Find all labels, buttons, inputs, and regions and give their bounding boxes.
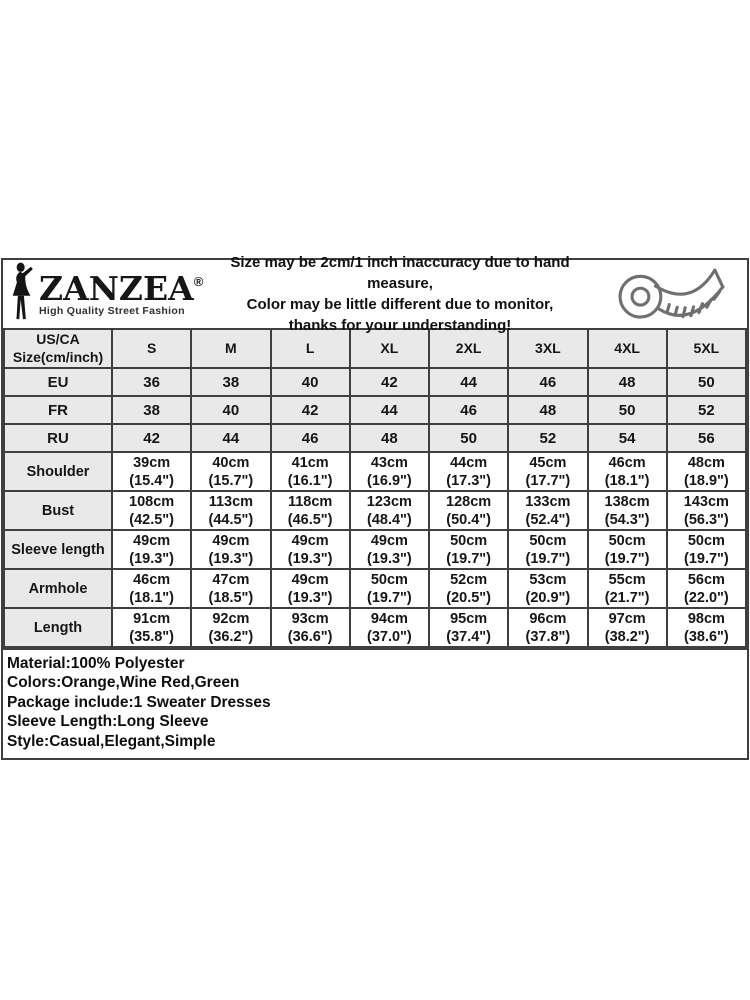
size-value-cell: 40 xyxy=(191,396,270,424)
measurement-inch: (15.4") xyxy=(129,472,174,489)
registered-mark: ® xyxy=(193,273,204,289)
size-value-cell: 42 xyxy=(271,396,350,424)
measurement-cm: 113cm xyxy=(208,493,254,510)
notice-line-3: thanks for your understanding! xyxy=(288,317,512,334)
size-value-cell: 46 xyxy=(429,396,508,424)
row-label: Armhole xyxy=(4,569,112,608)
measurement-cm: 108cm xyxy=(129,493,175,510)
measurement-cell xyxy=(191,452,270,491)
measurement-cell xyxy=(350,608,429,647)
measurement-cell xyxy=(350,569,429,608)
measurement-inch: (19.3") xyxy=(287,550,333,567)
notice-line-1: Size may be 2cm/1 inch inaccuracy due to hand measure, xyxy=(230,254,570,292)
size-column-header: L xyxy=(271,329,350,368)
size-column-header: 3XL xyxy=(508,329,587,368)
measurement-cell xyxy=(271,608,350,647)
measurement-cell xyxy=(667,608,746,647)
chart-header xyxy=(3,254,747,334)
measurement-cell xyxy=(667,530,746,569)
measurement-inch: (16.9") xyxy=(366,472,412,489)
measurement-inch: (19.7") xyxy=(683,550,729,567)
measurement-cell xyxy=(588,491,667,530)
size-value-cell: 50 xyxy=(429,424,508,452)
measurement-cm: 56cm xyxy=(687,571,725,588)
region-size-row xyxy=(4,368,746,396)
measurement-cell xyxy=(271,452,350,491)
measurement-cm: 50cm xyxy=(370,571,408,588)
measurement-cell xyxy=(112,452,191,491)
measurement-cell xyxy=(112,608,191,647)
size-notice xyxy=(205,252,595,336)
measurement-inch: (36.2") xyxy=(208,628,254,645)
size-value-cell: 46 xyxy=(508,368,587,396)
measurement-cm: 45cm xyxy=(529,454,567,471)
size-value-cell: 48 xyxy=(588,368,667,396)
measurement-inch: (37.4") xyxy=(446,628,491,645)
measurement-inch: (19.7") xyxy=(604,550,650,567)
size-table xyxy=(3,328,747,648)
measurement-cm: 49cm xyxy=(291,532,329,549)
measurement-cm: 98cm xyxy=(687,610,725,627)
measurement-inch: (50.4") xyxy=(446,511,491,528)
measurement-cell xyxy=(350,452,429,491)
brand-logo xyxy=(3,261,205,328)
size-value-cell: 48 xyxy=(508,396,587,424)
row-label: EU xyxy=(4,368,112,396)
measurement-inch: (18.9") xyxy=(683,472,729,489)
measurement-cm: 49cm xyxy=(370,532,408,549)
measurement-cell xyxy=(112,569,191,608)
measurement-inch: (37.0") xyxy=(366,628,412,645)
measurement-cell xyxy=(508,569,587,608)
measurement-inch: (46.5") xyxy=(287,511,333,528)
row-label: RU xyxy=(4,424,112,452)
size-table-body xyxy=(4,329,746,647)
measurement-inch: (19.3") xyxy=(287,589,333,606)
region-size-row xyxy=(4,424,746,452)
product-details xyxy=(3,648,747,758)
measurement-cm: 50cm xyxy=(529,532,567,549)
measurement-cm: 52cm xyxy=(450,571,488,588)
measurement-inch: (44.5") xyxy=(208,511,254,528)
measurement-cell xyxy=(191,608,270,647)
measurement-cm: 49cm xyxy=(212,532,250,549)
size-value-cell: 46 xyxy=(271,424,350,452)
size-column-header: 4XL xyxy=(588,329,667,368)
measurement-inch: (22.0") xyxy=(683,589,729,606)
measurement-cell xyxy=(667,569,746,608)
size-column-header: S xyxy=(112,329,191,368)
measurement-inch: (42.5") xyxy=(129,511,174,528)
brand-name-text: ZANZEA xyxy=(39,268,194,308)
measurement-cell xyxy=(667,491,746,530)
measurement-inch: (19.3") xyxy=(208,550,254,567)
measurement-cm: 43cm xyxy=(370,454,408,471)
brand-tagline: High Quality Street Fashion xyxy=(39,304,185,317)
measurement-cell xyxy=(588,608,667,647)
brand-name xyxy=(39,268,204,308)
measurement-row xyxy=(4,452,746,491)
size-value-cell: 52 xyxy=(508,424,587,452)
size-value-cell: 44 xyxy=(429,368,508,396)
measurement-cell xyxy=(588,569,667,608)
size-value-cell: 54 xyxy=(588,424,667,452)
measurement-cell xyxy=(429,608,508,647)
measurement-cm: 49cm xyxy=(133,532,171,549)
measurement-cm: 95cm xyxy=(450,610,488,627)
measurement-inch: (36.6") xyxy=(287,628,333,645)
size-column-header: 5XL xyxy=(667,329,746,368)
measurement-inch: (21.7") xyxy=(604,589,650,606)
measurement-cell xyxy=(588,452,667,491)
size-column-header: M xyxy=(191,329,270,368)
measurement-inch: (19.7") xyxy=(366,589,412,606)
measurement-cm: 123cm xyxy=(366,493,412,510)
row-label: FR xyxy=(4,396,112,424)
notice-line-2: Color may be little different due to monitor, xyxy=(246,296,554,313)
detail-style: Style:Casual,Elegant,Simple xyxy=(7,732,216,750)
measurement-inch: (35.8") xyxy=(129,628,174,645)
measurement-cell xyxy=(191,530,270,569)
measurement-cell xyxy=(508,530,587,569)
measurement-cell xyxy=(271,530,350,569)
measurement-row xyxy=(4,491,746,530)
measurement-inch: (54.3") xyxy=(604,511,650,528)
corner-header-cell xyxy=(4,329,112,368)
row-label: Sleeve length xyxy=(4,530,112,569)
measurement-cm: 48cm xyxy=(687,454,725,471)
measurement-inch: (20.5") xyxy=(446,589,491,606)
measurement-row xyxy=(4,569,746,608)
measurement-cell xyxy=(429,530,508,569)
measurement-cm: 46cm xyxy=(133,571,171,588)
measurement-cm: 94cm xyxy=(370,610,408,627)
measurement-inch: (52.4") xyxy=(525,511,571,528)
measurement-inch: (15.7") xyxy=(208,472,254,489)
measurement-cm: 50cm xyxy=(687,532,725,549)
measurement-cell xyxy=(191,491,270,530)
measurement-cell xyxy=(588,530,667,569)
measurement-cell xyxy=(429,452,508,491)
measurement-cm: 50cm xyxy=(450,532,488,549)
corner-header-line: Size(cm/inch) xyxy=(12,348,104,365)
measurement-cm: 41cm xyxy=(291,454,329,471)
measurement-cm: 92cm xyxy=(212,610,250,627)
size-value-cell: 44 xyxy=(191,424,270,452)
measurement-inch: (16.1") xyxy=(287,472,333,489)
measurement-cm: 46cm xyxy=(608,454,646,471)
measurement-cell xyxy=(667,452,746,491)
measurement-cell xyxy=(508,491,587,530)
measurement-cm: 49cm xyxy=(291,571,329,588)
measurement-inch: (18.1") xyxy=(604,472,650,489)
measurement-inch: (48.4") xyxy=(366,511,412,528)
row-label: Bust xyxy=(4,491,112,530)
measurement-inch: (19.7") xyxy=(446,550,491,567)
measurement-cm: 50cm xyxy=(608,532,646,549)
size-value-cell: 42 xyxy=(350,368,429,396)
size-value-cell: 38 xyxy=(191,368,270,396)
measurement-cell xyxy=(112,491,191,530)
measurement-inch: (38.2") xyxy=(604,628,650,645)
measurement-inch: (19.7") xyxy=(525,550,571,567)
size-value-cell: 42 xyxy=(112,424,191,452)
measurement-cm: 138cm xyxy=(604,493,650,510)
measurement-inch: (19.3") xyxy=(366,550,412,567)
measurement-cell xyxy=(191,569,270,608)
measurement-inch: (18.1") xyxy=(129,589,174,606)
measurement-cm: 96cm xyxy=(529,610,567,627)
size-value-cell: 38 xyxy=(112,396,191,424)
measurement-cm: 128cm xyxy=(446,493,492,510)
measurement-cell xyxy=(508,452,587,491)
corner-header-line: US/CA xyxy=(36,331,80,348)
measurement-cell xyxy=(429,569,508,608)
region-size-row xyxy=(4,396,746,424)
measurement-cm: 133cm xyxy=(525,493,571,510)
size-value-cell: 52 xyxy=(667,396,746,424)
measurement-inch: (38.6") xyxy=(683,628,729,645)
size-value-cell: 44 xyxy=(350,396,429,424)
detail-material: Material:100% Polyester xyxy=(7,655,185,672)
measurement-cell xyxy=(429,491,508,530)
detail-sleeve-length: Sleeve Length:Long Sleeve xyxy=(7,713,209,731)
detail-package: Package include:1 Sweater Dresses xyxy=(7,693,271,711)
measurement-inch: (19.3") xyxy=(129,550,174,567)
size-chart-panel xyxy=(1,254,749,760)
measurement-inch: (37.8") xyxy=(525,628,571,645)
measurement-cm: 118cm xyxy=(287,493,333,510)
measurement-cm: 93cm xyxy=(291,610,329,627)
size-value-cell: 48 xyxy=(350,424,429,452)
size-column-header: 2XL xyxy=(429,329,508,368)
measurement-inch: (20.9") xyxy=(525,589,571,606)
measurement-cm: 39cm xyxy=(133,454,171,471)
row-label: Length xyxy=(4,608,112,647)
measurement-inch: (17.3") xyxy=(446,472,491,489)
brand-text xyxy=(39,268,204,317)
measurement-cm: 40cm xyxy=(212,454,250,471)
woman-silhouette-icon xyxy=(9,261,37,328)
measurement-cell xyxy=(271,491,350,530)
measurement-inch: (18.5") xyxy=(208,589,254,606)
measurement-cell xyxy=(112,530,191,569)
tape-measure-icon xyxy=(595,263,747,325)
measurement-cm: 143cm xyxy=(683,493,729,510)
measurement-row xyxy=(4,530,746,569)
measurement-row xyxy=(4,608,746,647)
measurement-cell xyxy=(350,530,429,569)
size-value-cell: 36 xyxy=(112,368,191,396)
measurement-cell xyxy=(271,569,350,608)
size-value-cell: 50 xyxy=(588,396,667,424)
measurement-cell xyxy=(508,608,587,647)
measurement-inch: (56.3") xyxy=(683,511,729,528)
measurement-cm: 55cm xyxy=(608,571,646,588)
measurement-cm: 44cm xyxy=(450,454,488,471)
measurement-cell xyxy=(350,491,429,530)
size-column-header: XL xyxy=(350,329,429,368)
measurement-cm: 97cm xyxy=(608,610,646,627)
size-value-cell: 50 xyxy=(667,368,746,396)
row-label: Shoulder xyxy=(4,452,112,491)
detail-colors: Colors:Orange,Wine Red,Green xyxy=(7,674,240,692)
measurement-cm: 53cm xyxy=(529,571,567,588)
measurement-cm: 47cm xyxy=(212,571,250,588)
size-value-cell: 56 xyxy=(667,424,746,452)
measurement-cm: 91cm xyxy=(133,610,171,627)
size-value-cell: 40 xyxy=(271,368,350,396)
measurement-inch: (17.7") xyxy=(525,472,571,489)
